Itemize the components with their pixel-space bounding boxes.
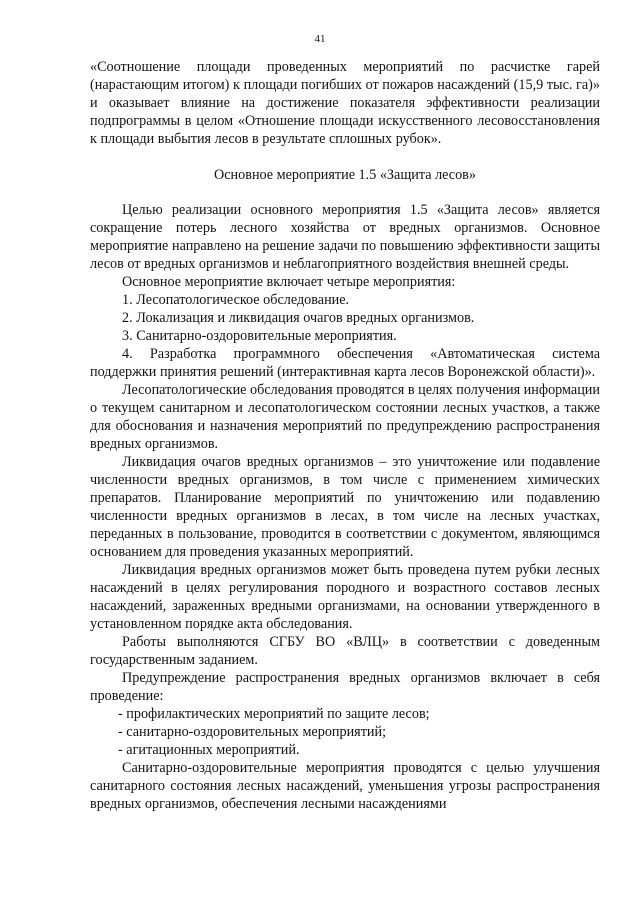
paragraph-works: Работы выполняются СГБУ ВО «ВЛЦ» в соответствии с доведенным государственным заданием. [90,634,600,668]
paragraph-felling: Ликвидация вредных организмов может быть проведена путем рубки лесных насаждений в целях регулирования породного и возрастного составов лесных насаждений, зараженных вредными организмами, на основании утвержденного в установленном порядке акта обследования. [90,562,600,632]
paragraph-activities-intro: Основное мероприятие включает четыре мероприятия: [122,274,456,290]
page-number: 41 [314,33,326,45]
intro-paragraph: «Соотношение площади проведенных мероприятий по расчистке гарей (нарастающим итогом) к площади погибших от пожаров насаждений (15,9 тыс. га)» и оказывает влияние на достижение показателя эффективности реализации подпрограммы в целом «Отношение площади искусственного лесовосстановления к площади выбытия лесов в результате сплошных рубок». [90,59,600,147]
list-item-1: 1. Лесопатологическое обследование. [122,292,350,308]
paragraph-goal: Целью реализации основного мероприятия 1.5 «Защита лесов» является сокращение потерь лесного хозяйства от вредных организмов. Основное мероприятие направлено на решение задачи по повышению эффективности защиты лесов от вредных организмов и неблагоприятного воздействия внешней среды. [90,202,600,272]
paragraph-prevention: Предупреждение распространения вредных организмов включает в себя проведение: [90,670,600,704]
section-heading: Основное мероприятие 1.5 «Защита лесов» [214,167,476,183]
paragraph-inspections: Лесопатологические обследования проводятся в целях получения информации о текущем санитарном и лесопатологическом состоянии лесных участков, а также для обоснования и назначения мероприятий по предупреждению распространения вредных организмов. [90,382,600,452]
list-item-3: 3. Санитарно-оздоровительные мероприятия. [122,328,397,344]
dash-item-3: - агитационных мероприятий. [118,742,300,758]
list-item-4: 4. Разработка программного обеспечения «Автоматическая система поддержки принятия решений (интерактивная карта лесов Воронежской области)». [90,346,600,380]
dash-item-2: - санитарно-оздоровительных мероприятий; [118,724,387,740]
list-item-2: 2. Локализация и ликвидация очагов вредных организмов. [122,310,475,326]
paragraph-liquidation: Ликвидация очагов вредных организмов – это уничтожение или подавление численности вредных организмов, в том числе с применением химических препаратов. Планирование мероприятий по уничтожению или подавлению численности вредных организмов в лесах, в том числе на лесных участках, переданных в пользование, проводится в соответствии с документом, являющимся основанием для проведения указанных мероприятий. [90,454,600,560]
dash-item-1: - профилактических мероприятий по защите лесов; [118,706,430,722]
document-body [90,58,600,813]
paragraph-sanitary: Санитарно-оздоровительные мероприятия проводятся с целью улучшения санитарного состояния лесных насаждений, уменьшения угрозы распространения вредных организмов, обеспечения лесными насаждениями [90,760,600,812]
